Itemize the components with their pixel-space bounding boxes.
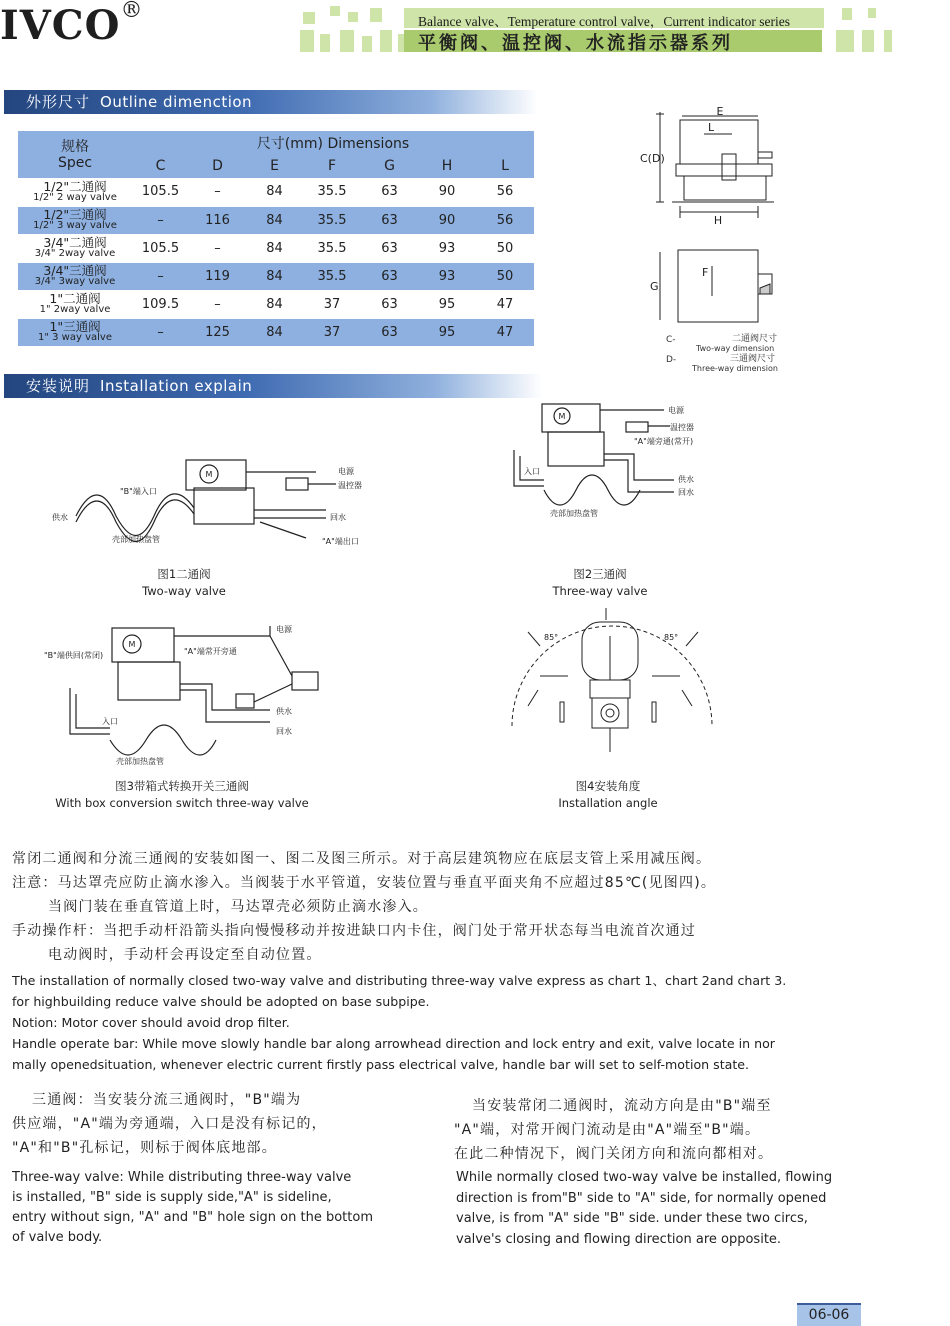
value-cell: 119 — [189, 262, 246, 290]
spec-cell — [18, 206, 132, 234]
spec-en: 3/4" 2way valve — [34, 248, 116, 259]
figure-4-caption: 图4安装角度 Installation angle — [558, 779, 658, 810]
spec-cn: 1"三通阀 — [49, 319, 101, 334]
dim-f-label: F — [702, 266, 709, 279]
value-cell: 50 — [476, 262, 534, 290]
value-cell: 47 — [476, 318, 534, 346]
two-way-note-cn: 当安装常闭二通阀时，流动方向是由"B"端至 "A"端，对常开阀门流动是由"A"端至"B"端。 在此二种情况下，阀门关闭方向和流向都相对。 — [454, 1098, 774, 1162]
fig2-supply-label: 供水 — [678, 475, 694, 484]
value-cell: 35.5 — [303, 206, 361, 234]
series-title-en: Balance valve、Temperature control valve，Current indicator series — [418, 14, 791, 29]
value-cell: 95 — [418, 318, 476, 346]
table-row — [18, 262, 534, 290]
value-cell: 63 — [361, 178, 418, 206]
series-title-cn: 平衡阀、温控阀、水流指示器系列 — [418, 33, 733, 54]
value-cell: 95 — [418, 290, 476, 318]
value-cell: – — [132, 206, 189, 234]
value-cell: 47 — [476, 290, 534, 318]
legend-d-cn: 三通阀尺寸 — [730, 354, 776, 364]
value-cell: – — [189, 178, 246, 206]
column-header-f: F — [303, 154, 361, 178]
table-row — [18, 234, 534, 262]
fig1-b-inlet-label: "B"端入口 — [120, 487, 157, 496]
spec-cell — [18, 234, 132, 262]
fig3-motor-label: M — [128, 640, 136, 649]
fig1-motor-label: M — [205, 470, 213, 479]
fig3-b-supply-label: "B"端供回(常闭) — [44, 651, 104, 660]
value-cell: 90 — [418, 206, 476, 234]
legend-c-cn: 二通阀尺寸 — [732, 334, 778, 344]
value-cell: 84 — [246, 206, 303, 234]
fig3-a-bypass-label: "A"端常开旁通 — [184, 647, 237, 656]
value-cell: 84 — [246, 318, 303, 346]
spec-en: 1/2" 2 way valve — [33, 191, 117, 203]
value-cell: 63 — [361, 206, 418, 234]
value-cell: 63 — [361, 290, 418, 318]
figure-1-diagram — [46, 458, 386, 558]
value-cell: 84 — [246, 178, 303, 206]
fig2-thermostat-label: 温控器 — [670, 423, 694, 432]
legend-c-en: Two-way dimension — [696, 344, 775, 353]
installation-text-cn: 常闭二通阀和分流三通阀的安装如图一、图二及图三所示。对于高层建筑物应在底层支管上采用减压阀。 注意：马达罩壳应防止滴水渗入。当阀装于水平管道，安装位置与垂直平面夹角不应超过85℃(见图四)。 当阀门装在垂直管道上时，马达罩壳必须防止滴水渗入。 手动操作杆：当把手动杆沿箭头指向慢慢移动并按进缺口内卡住，阀门处于常开状态每当电流首次通过 电动阀时，手动杆会再设定至自动位置。 — [12, 851, 717, 963]
value-cell: – — [189, 290, 246, 318]
fig2-return-label: 回水 — [678, 488, 694, 497]
spec-cell — [18, 290, 132, 318]
value-cell: 93 — [418, 262, 476, 290]
table-row — [18, 178, 534, 206]
fig3-power-label: 电源 — [276, 625, 292, 634]
install-section-header: 安装说明 Installation explain — [4, 374, 542, 398]
value-cell: 63 — [361, 234, 418, 262]
figure-2-diagram — [484, 400, 724, 520]
figure-3-caption: 图3带箱式转换开关三通阀 With box conversion switch three-way valve — [55, 779, 309, 810]
fig4-angle-left: 85° — [544, 633, 559, 642]
three-way-note-cn: 三通阀：当安装分流三通阀时，"B"端为 供应端，"A"端为旁通端，入口是没有标记的， "A"和"B"孔标记，则标于阀体底地部。 — [12, 1092, 327, 1156]
dim-e-label: E — [716, 106, 724, 118]
fig3-inlet-label: 入口 — [102, 717, 118, 726]
value-cell: 56 — [476, 206, 534, 234]
dim-l-label: L — [708, 121, 715, 134]
spec-cell — [18, 178, 132, 206]
legend-c-key: C- — [666, 335, 676, 345]
fig2-coil-label: 壳部加热盘管 — [550, 509, 598, 518]
spec-cn: 3/4"三通阀 — [43, 263, 107, 278]
spec-cn: 1/2"二通阀 — [43, 178, 107, 194]
outline-dimension-drawing — [636, 106, 796, 376]
dim-cd-label: C(D) — [640, 152, 665, 165]
figure-2-caption: 图2三通阀 Three-way valve — [552, 567, 648, 598]
fig2-a-bypass-label: "A"端旁通(常开) — [634, 437, 694, 446]
fig1-supply-label: 供水 — [52, 513, 68, 522]
value-cell: 35.5 — [303, 262, 361, 290]
value-cell: 105.5 — [132, 178, 189, 206]
dimensions-header: 尺寸(mm) Dimensions — [132, 131, 534, 154]
fig3-supply-label: 供水 — [276, 707, 292, 716]
value-cell: – — [132, 318, 189, 346]
value-cell: 84 — [246, 234, 303, 262]
spec-en: 1" 2way valve — [39, 304, 111, 315]
spec-cn: 1"二通阀 — [49, 291, 101, 306]
brand-logo: IVCO® — [0, 0, 144, 49]
fig2-power-label: 电源 — [668, 406, 684, 415]
value-cell: 37 — [303, 290, 361, 318]
column-header-l: L — [476, 154, 534, 178]
value-cell: 56 — [476, 178, 534, 206]
value-cell: 84 — [246, 290, 303, 318]
value-cell: – — [132, 262, 189, 290]
spec-en: 3/4" 3way valve — [34, 276, 116, 287]
column-header-e: E — [246, 154, 303, 178]
fig1-power-label: 电源 — [338, 467, 354, 476]
column-header-g: G — [361, 154, 418, 178]
spec-header: 规格 Spec — [18, 131, 132, 178]
value-cell: 93 — [418, 234, 476, 262]
legend-d-en: Three-way dimension — [692, 364, 778, 373]
figure-1-caption: 图1二通阀 Two-way valve — [142, 567, 226, 598]
two-way-note-en: While normally closed two-way valve be installed, flowing direction is from"B" side to "A" side, for normally opened valve, is from "A" side "B" side. under these two circs, valve's closing and flowing direction are opposite. — [456, 1170, 833, 1247]
fig1-thermostat-label: 温控器 — [338, 481, 362, 490]
fig1-coil-label: 壳部加热盘管 — [112, 535, 160, 544]
fig1-return-label: 回水 — [330, 513, 346, 522]
value-cell: 109.5 — [132, 290, 189, 318]
fig3-coil-label: 壳部加热盘管 — [116, 757, 164, 766]
fig2-inlet-label: 入口 — [524, 467, 540, 476]
fig3-return-label: 回水 — [276, 727, 292, 736]
three-way-note-en: Three-way valve: While distributing three-way valve is installed, "B" side is supply side,"A" is sideline, entry without sign, "A" and "B" hole sign on the bottom of valve body. — [12, 1170, 373, 1245]
spec-cell — [18, 318, 132, 346]
value-cell: 50 — [476, 234, 534, 262]
value-cell: 90 — [418, 178, 476, 206]
fig4-angle-right: 85° — [664, 633, 679, 642]
value-cell: 37 — [303, 318, 361, 346]
value-cell: 105.5 — [132, 234, 189, 262]
dim-h-label: H — [713, 214, 723, 227]
dimensions-table — [18, 131, 534, 347]
dimensions-body — [18, 178, 534, 346]
legend-d-key: D- — [666, 355, 677, 365]
table-row — [18, 290, 534, 318]
value-cell: 84 — [246, 262, 303, 290]
column-header-h: H — [418, 154, 476, 178]
table-row — [18, 206, 534, 234]
page-number: 06-06 — [797, 1303, 861, 1326]
figure-3-diagram — [40, 618, 340, 768]
table-row — [18, 318, 534, 346]
installation-text-en: The installation of normally closed two-way valve and distributing three-way valve express as chart 1、chart 2and chart 3. for highbuilding reduce valve should be adopted on base subpipe. Notion: Motor cover should avoid drop filter. Handle operate bar: While move slowly handle bar along arrowhead direction and lock entry and exit, valve locate in nor mally openedsituation, whenever electric current firstly pass electrical valve, handle bar will set to self-motion state. — [12, 973, 787, 1072]
spec-en: 1/2" 3 way valve — [33, 220, 117, 231]
column-header-d: D — [189, 154, 246, 178]
column-header-c: C — [132, 154, 189, 178]
value-cell: 35.5 — [303, 178, 361, 206]
fig1-a-outlet-label: "A"端出口 — [322, 537, 359, 546]
fig2-motor-label: M — [558, 412, 566, 421]
spec-cn: 1/2"三通阀 — [43, 207, 107, 222]
dim-g-label: G — [650, 280, 659, 293]
value-cell: 35.5 — [303, 234, 361, 262]
spec-cn: 3/4"二通阀 — [43, 235, 107, 250]
value-cell: – — [189, 234, 246, 262]
spec-en: 1" 3 way valve — [38, 332, 112, 343]
outline-section-header: 外形尺寸 Outline dimenction — [4, 90, 538, 114]
spec-cell — [18, 262, 132, 290]
figure-4-diagram — [498, 606, 728, 756]
value-cell: 125 — [189, 318, 246, 346]
value-cell: 63 — [361, 262, 418, 290]
value-cell: 116 — [189, 206, 246, 234]
value-cell: 63 — [361, 318, 418, 346]
